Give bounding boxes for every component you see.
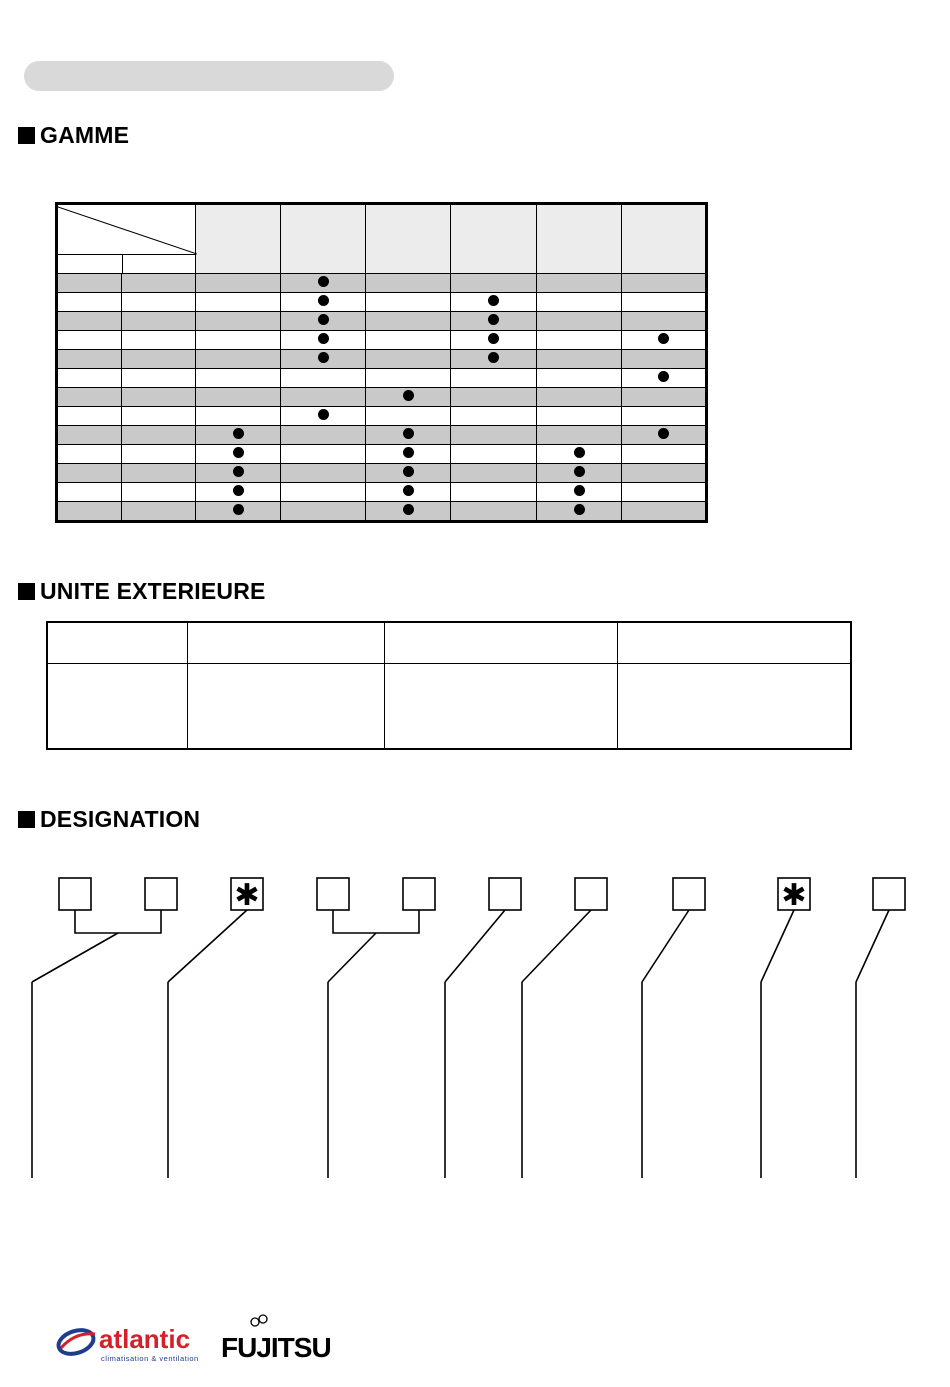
bullet-dot-icon xyxy=(574,466,585,477)
gamme-cell xyxy=(537,388,622,407)
gamme-cell xyxy=(537,502,622,522)
gamme-cell xyxy=(451,331,537,350)
bullet-dot-icon xyxy=(658,333,669,344)
gamme-header-cell xyxy=(622,204,707,274)
designation-box xyxy=(317,878,349,910)
gamme-label-cell xyxy=(122,388,196,407)
section-designation-title: DESIGNATION xyxy=(40,806,201,832)
designation-box xyxy=(873,878,905,910)
bullet-dot-icon xyxy=(403,485,414,496)
gamme-row xyxy=(57,445,707,464)
unite-cell xyxy=(384,664,617,750)
bullet-dot-icon xyxy=(318,314,329,325)
gamme-header-cell xyxy=(196,204,281,274)
gamme-header-cell xyxy=(537,204,622,274)
gamme-cell xyxy=(366,407,451,426)
gamme-cell xyxy=(451,407,537,426)
gamme-label-cell xyxy=(57,483,122,502)
bullet-dot-icon xyxy=(403,447,414,458)
gamme-header-row xyxy=(57,204,707,274)
gamme-header-cell xyxy=(366,204,451,274)
gamme-cell xyxy=(281,464,366,483)
section-gamme xyxy=(18,122,129,149)
gamme-label-cell xyxy=(57,369,122,388)
gamme-label-cell xyxy=(57,407,122,426)
gamme-cell xyxy=(537,483,622,502)
designation-box xyxy=(403,878,435,910)
diagonal-divider xyxy=(58,205,197,255)
gamme-label-cell xyxy=(122,445,196,464)
gamme-label-cell xyxy=(57,274,122,293)
unite-header-row xyxy=(47,622,851,664)
bullet-dot-icon xyxy=(488,333,499,344)
gamme-cell xyxy=(366,293,451,312)
gamme-cell xyxy=(366,502,451,522)
gamme-label-cell xyxy=(122,483,196,502)
gamme-row xyxy=(57,502,707,522)
gamme-row xyxy=(57,312,707,331)
gamme-cell xyxy=(622,369,707,388)
gamme-cell xyxy=(622,483,707,502)
gamme-cell xyxy=(451,426,537,445)
unite-cell xyxy=(187,622,384,664)
gamme-cell xyxy=(622,350,707,369)
gamme-cell xyxy=(281,350,366,369)
atlantic-logo xyxy=(55,1324,198,1363)
gamme-cell xyxy=(281,502,366,522)
gamme-cell xyxy=(196,369,281,388)
square-bullet-icon xyxy=(18,811,35,828)
gamme-cell xyxy=(622,293,707,312)
svg-text:climatisation & ventilation: climatisation & ventilation xyxy=(101,1354,199,1363)
bullet-dot-icon xyxy=(403,428,414,439)
gamme-cell xyxy=(537,274,622,293)
gamme-label-cell xyxy=(122,350,196,369)
gamme-label-cell xyxy=(122,464,196,483)
bullet-dot-icon xyxy=(574,485,585,496)
asterisk-icon: ✱ xyxy=(781,878,807,913)
gamme-header-cell xyxy=(281,204,366,274)
gamme-cell xyxy=(366,483,451,502)
bullet-dot-icon xyxy=(318,352,329,363)
bullet-dot-icon xyxy=(233,447,244,458)
gamme-row xyxy=(57,293,707,312)
gamme-cell xyxy=(622,445,707,464)
gamme-cell xyxy=(622,274,707,293)
unite-exterieure-table xyxy=(46,621,852,750)
gamme-label-cell xyxy=(122,274,196,293)
gamme-label-cell xyxy=(122,369,196,388)
gamme-cell xyxy=(366,312,451,331)
gamme-row xyxy=(57,464,707,483)
gamme-cell xyxy=(366,388,451,407)
designation-diagram xyxy=(0,860,950,1190)
gamme-cell xyxy=(196,483,281,502)
gamme-cell xyxy=(281,388,366,407)
section-designation xyxy=(18,806,200,833)
gamme-cell xyxy=(281,407,366,426)
gamme-cell xyxy=(622,407,707,426)
bullet-dot-icon xyxy=(233,504,244,515)
gamme-row xyxy=(57,426,707,445)
gamme-row xyxy=(57,369,707,388)
gamme-table xyxy=(55,202,708,523)
gamme-cell xyxy=(622,426,707,445)
bullet-dot-icon xyxy=(488,295,499,306)
gamme-cell xyxy=(366,464,451,483)
gamme-cell xyxy=(537,293,622,312)
gamme-cell xyxy=(622,388,707,407)
bullet-dot-icon xyxy=(318,333,329,344)
square-bullet-icon xyxy=(18,583,35,600)
bullet-dot-icon xyxy=(488,314,499,325)
gamme-cell xyxy=(451,293,537,312)
gamme-cell xyxy=(196,464,281,483)
bullet-dot-icon xyxy=(318,409,329,420)
designation-box xyxy=(145,878,177,910)
section-unite-title: UNITE EXTERIEURE xyxy=(40,578,266,604)
section-gamme-title: GAMME xyxy=(40,122,130,148)
gamme-cell xyxy=(281,274,366,293)
svg-text:atlantic: atlantic xyxy=(99,1324,191,1354)
gamme-cell xyxy=(281,426,366,445)
gamme-label-cell xyxy=(57,293,122,312)
gamme-label-cell xyxy=(122,407,196,426)
section-unite-exterieure xyxy=(18,578,266,605)
fujitsu-logo xyxy=(221,1315,331,1363)
bullet-dot-icon xyxy=(318,276,329,287)
gamme-label-cell xyxy=(57,331,122,350)
gamme-cell xyxy=(451,274,537,293)
bullet-dot-icon xyxy=(574,447,585,458)
gamme-label-cell xyxy=(57,426,122,445)
bullet-dot-icon xyxy=(658,371,669,382)
gamme-label-cell xyxy=(57,350,122,369)
gamme-label-cell xyxy=(57,388,122,407)
gamme-cell xyxy=(196,388,281,407)
gamme-cell xyxy=(451,388,537,407)
gamme-cell xyxy=(196,312,281,331)
gamme-cell xyxy=(622,502,707,522)
gamme-cell xyxy=(537,369,622,388)
gamme-cell xyxy=(451,369,537,388)
gamme-cell xyxy=(537,407,622,426)
gamme-label-cell xyxy=(57,464,122,483)
gamme-cell xyxy=(196,350,281,369)
gamme-cell xyxy=(196,331,281,350)
gamme-cell xyxy=(451,350,537,369)
gamme-cell xyxy=(451,502,537,522)
header-banner xyxy=(24,61,394,91)
gamme-row xyxy=(57,274,707,293)
gamme-row xyxy=(57,407,707,426)
bullet-dot-icon xyxy=(403,504,414,515)
gamme-cell xyxy=(196,274,281,293)
designation-box xyxy=(673,878,705,910)
gamme-cell xyxy=(622,464,707,483)
gamme-row xyxy=(57,388,707,407)
unite-cell xyxy=(384,622,617,664)
unite-cell xyxy=(617,622,851,664)
gamme-row xyxy=(57,350,707,369)
designation-box xyxy=(575,878,607,910)
bullet-dot-icon xyxy=(403,390,414,401)
gamme-label-cell xyxy=(122,293,196,312)
gamme-cell xyxy=(281,483,366,502)
gamme-cell xyxy=(366,426,451,445)
asterisk-icon: ✱ xyxy=(234,878,260,913)
bullet-dot-icon xyxy=(233,485,244,496)
bullet-dot-icon xyxy=(574,504,585,515)
unite-body-row xyxy=(47,664,851,750)
gamme-cell xyxy=(366,369,451,388)
gamme-cell xyxy=(537,426,622,445)
gamme-cell xyxy=(451,464,537,483)
bullet-dot-icon xyxy=(233,466,244,477)
gamme-cell xyxy=(281,312,366,331)
bullet-dot-icon xyxy=(233,428,244,439)
gamme-label-cell xyxy=(57,502,122,522)
gamme-cell xyxy=(537,312,622,331)
gamme-cell xyxy=(366,350,451,369)
gamme-row xyxy=(57,483,707,502)
gamme-cell xyxy=(196,502,281,522)
gamme-header-cell xyxy=(451,204,537,274)
unite-cell xyxy=(47,664,187,750)
gamme-cell xyxy=(537,464,622,483)
gamme-label-cell xyxy=(122,426,196,445)
unite-cell xyxy=(187,664,384,750)
bullet-dot-icon xyxy=(318,295,329,306)
gamme-cell xyxy=(281,445,366,464)
bullet-dot-icon xyxy=(403,466,414,477)
gamme-cell xyxy=(196,293,281,312)
gamme-cell xyxy=(196,426,281,445)
brand-logos xyxy=(55,1312,335,1368)
gamme-label-cell xyxy=(122,312,196,331)
gamme-cell xyxy=(366,274,451,293)
gamme-cell xyxy=(622,331,707,350)
gamme-corner-cell xyxy=(57,204,196,274)
gamme-cell xyxy=(537,331,622,350)
unite-cell xyxy=(617,664,851,750)
svg-text:FUJITSU: FUJITSU xyxy=(221,1332,331,1363)
gamme-cell xyxy=(451,445,537,464)
bullet-dot-icon xyxy=(488,352,499,363)
gamme-cell xyxy=(281,369,366,388)
gamme-cell xyxy=(622,312,707,331)
gamme-row xyxy=(57,331,707,350)
bullet-dot-icon xyxy=(658,428,669,439)
gamme-cell xyxy=(451,483,537,502)
gamme-cell xyxy=(451,312,537,331)
gamme-label-cell xyxy=(57,445,122,464)
gamme-cell xyxy=(196,407,281,426)
gamme-cell xyxy=(366,331,451,350)
gamme-cell xyxy=(281,331,366,350)
gamme-cell xyxy=(196,445,281,464)
gamme-label-cell xyxy=(122,502,196,522)
designation-box xyxy=(489,878,521,910)
gamme-label-cell xyxy=(57,312,122,331)
square-bullet-icon xyxy=(18,127,35,144)
gamme-cell xyxy=(366,445,451,464)
gamme-label-cell xyxy=(122,331,196,350)
gamme-cell xyxy=(537,350,622,369)
gamme-cell xyxy=(281,293,366,312)
gamme-cell xyxy=(537,445,622,464)
designation-box xyxy=(59,878,91,910)
unite-cell xyxy=(47,622,187,664)
